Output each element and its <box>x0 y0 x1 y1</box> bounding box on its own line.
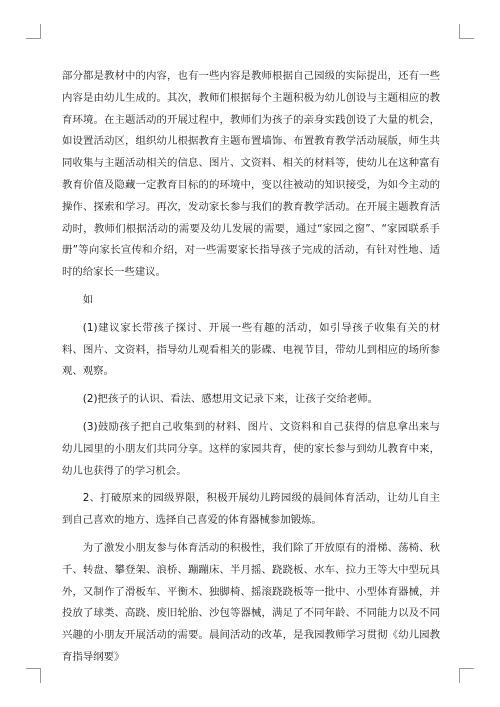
paragraph: (3)鼓励孩子把自己收集到的材料、图片、文资料和自己获得的信息拿出来与幼儿园里的小朋友们共同分享。这样的家园共育，使的家长参与到幼儿教育中来，幼儿也获得了的学习机会。 <box>62 420 440 477</box>
paragraph: (1)建议家长带孩子探讨、开展一些有趣的活动，如引导孩子收集有关的材料、图片、文资料，指导幼儿观看相关的影碟、电视节目，带幼儿到相应的场所参观、观察。 <box>62 321 440 378</box>
paragraph: 为了激发小朋友参与体育活动的积极性，我们除了开放原有的滑梯、荡椅、秋千、转盘、攀登架、浪桥、蹦蹦床、半月摇、跷跷板、水车、拉力王等大中型玩具外，又制作了滑板车、平衡木、独脚椅、摇滚跷跷板等一批中、小型体育器械，并投放了球类、高跷、废旧轮胎、沙包等器械，满足了不同年龄、不同能力以及不同兴趣的小朋友开展活动的需要。晨间活动的改革，是我园教师学习贯彻《幼儿园教育指导纲要》 <box>62 541 440 663</box>
paragraph: (2)把孩子的认识、看法、感想用文记录下来，让孩子交给老师。 <box>82 393 379 406</box>
paragraph: 部分都是教材中的内容，也有一些内容是教师根据自己园级的实际提出，还有一些内容是由幼儿生成的。其次，教师们根据每个主题积极为幼儿创设与主题相应的教育环境。在主题活动的开展过程中，教师们为孩子的亲身实践创设了大量的机会，如设置活动区，组织幼儿根据教育主题布置墙饰、布置教育教学活动展版，师生共同收集与主题活动相关的信息、图片、文资料、相关的材料等，使幼儿在这种富有教育价值及隐藏一定教育目标的的环境中，变以往被动的知识接受，为如今主动的操作、探索和学习。再次，发动家长参与我们的教育教学活动。在开展主题教育活动时，教师们根据活动的需要及幼儿发展的需要，通过“家园之窗”、“家园联系手册”等向家长宣传和介绍，对一些需要家长指导孩子完成的活动，有针对性地、适时的给家长一些建议。 <box>62 70 440 279</box>
crop-mark-top-right-vertical <box>459 24 460 39</box>
crop-mark-bottom-left-horizontal <box>26 668 40 669</box>
crop-mark-bottom-right-horizontal <box>460 668 474 669</box>
crop-mark-top-left-vertical <box>40 24 41 39</box>
document-body <box>62 66 440 669</box>
crop-mark-top-right-horizontal <box>460 38 474 39</box>
paragraph: 2、打破原来的园级界限，积极开展幼儿跨园级的晨间体育活动，让幼儿自主到自己喜欢的地方、选择自己喜爱的体育器械参加锻炼。 <box>62 492 440 527</box>
crop-mark-bottom-left-vertical <box>40 668 41 683</box>
crop-mark-bottom-right-vertical <box>459 668 460 683</box>
paragraph: 如 <box>82 293 94 306</box>
crop-mark-top-left-horizontal <box>26 38 40 39</box>
